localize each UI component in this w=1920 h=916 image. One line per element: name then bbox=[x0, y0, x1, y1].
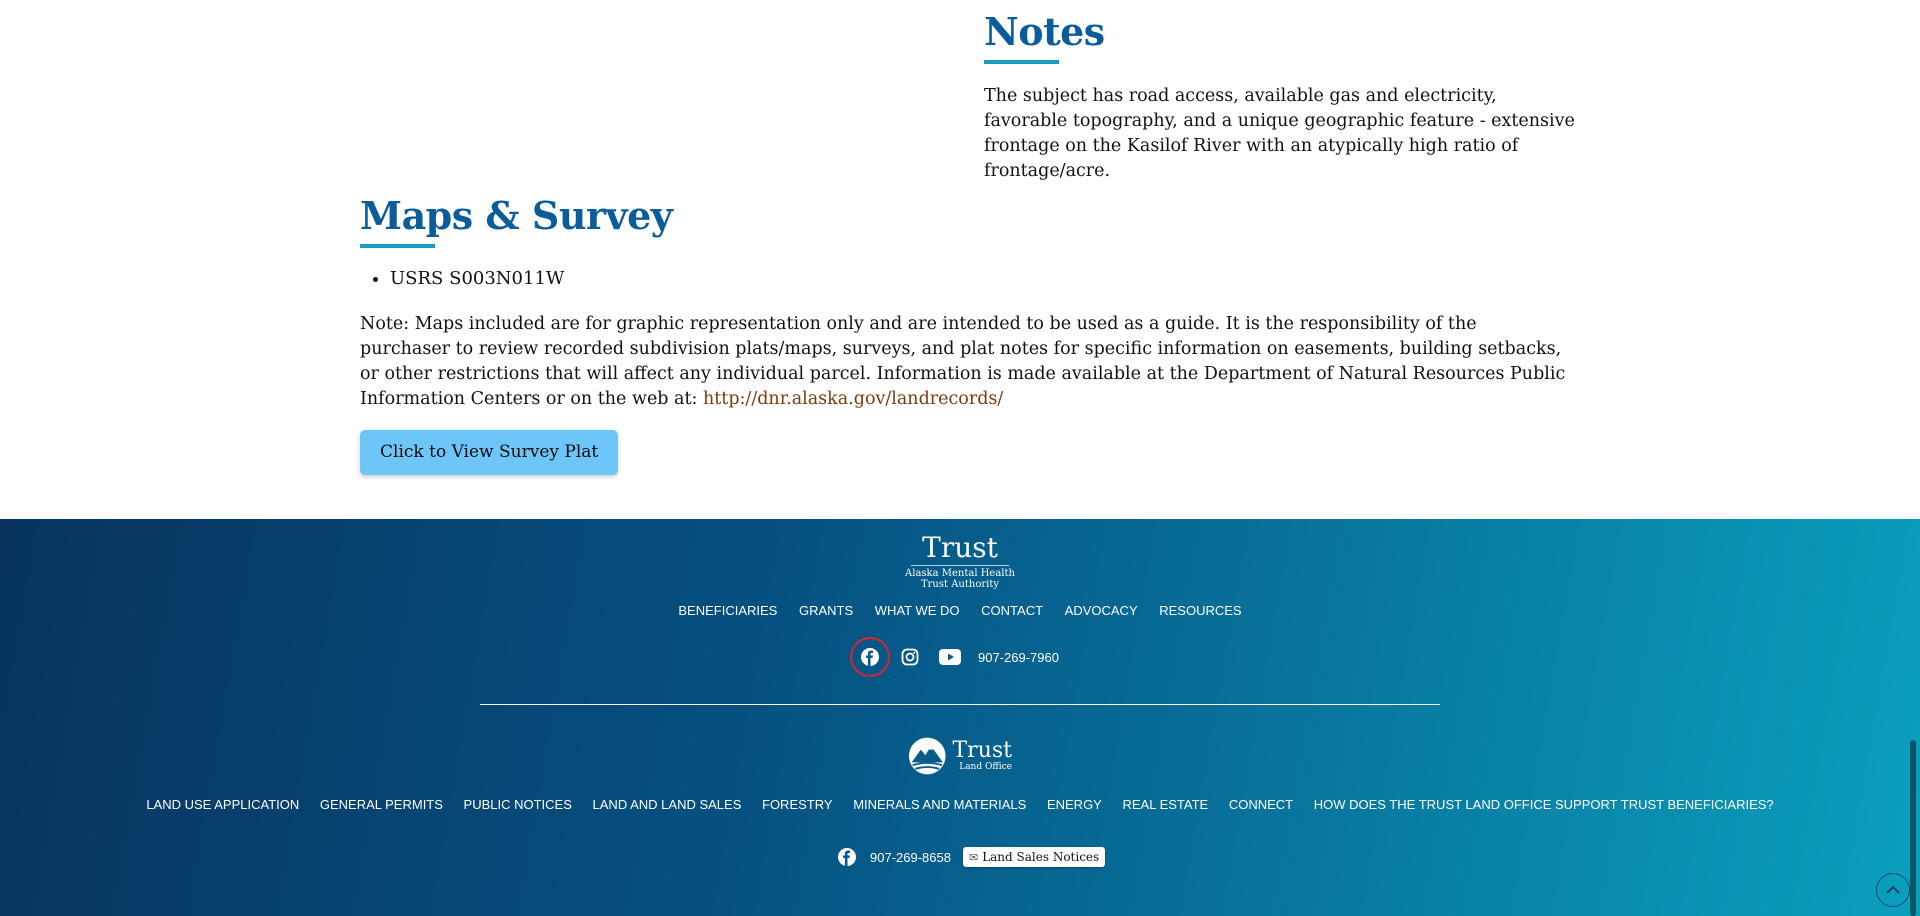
nav-item-what-we-do[interactable]: WHAT WE DO bbox=[874, 603, 960, 618]
logo-rule bbox=[911, 565, 1009, 566]
nav-item-land-use-application[interactable]: LAND USE APPLICATION bbox=[146, 797, 300, 812]
notes-section bbox=[984, 8, 1584, 184]
instagram-icon[interactable] bbox=[890, 637, 930, 677]
trust-land-office-logo[interactable] bbox=[908, 734, 1012, 778]
tlo-word: Trust bbox=[952, 738, 1012, 763]
nav-item-real-estate[interactable]: REAL ESTATE bbox=[1122, 797, 1209, 812]
land-sales-notices-label: Land Sales Notices bbox=[982, 850, 1100, 864]
phone-number-land-office[interactable]: 907-269-8658 bbox=[870, 849, 951, 865]
nav-item-energy[interactable]: ENERGY bbox=[1046, 797, 1102, 812]
chevron-up-icon bbox=[1884, 881, 1902, 899]
facebook-icon[interactable] bbox=[836, 846, 858, 868]
nav-item-beneficiaries[interactable]: BENEFICIARIES bbox=[678, 603, 778, 618]
site-footer bbox=[0, 519, 1920, 916]
maps-survey-section bbox=[360, 192, 1570, 475]
logo-subtitle-1: Alaska Mental Health bbox=[905, 568, 1015, 579]
footer-nav-authority bbox=[0, 603, 1920, 618]
maps-title: Maps & Survey bbox=[360, 193, 673, 238]
nav-item-resources[interactable]: RESOURCES bbox=[1159, 603, 1242, 618]
nav-item-grants[interactable]: GRANTS bbox=[798, 603, 854, 618]
maps-note-text: Note: Maps included are for graphic representation only and are intended to be used as a guide. It is the responsibility of the purchaser to review recorded subdivision plats/maps, surveys, and plat notes for specific information on easements, building setbacks, or other restrictions that will affect any individual parcel. Information is made available at the Department of Natural Resources Public Information Centers or on the web at: bbox=[360, 314, 1566, 409]
nav-item-minerals-and-materials[interactable]: MINERALS AND MATERIALS bbox=[853, 797, 1027, 812]
page-scrollbar[interactable] bbox=[1910, 740, 1916, 916]
phone-number-authority[interactable]: 907-269-7960 bbox=[978, 649, 1059, 665]
social-links-land-office bbox=[836, 841, 1105, 873]
logo-subtitle-2: Trust Authority bbox=[920, 579, 999, 590]
maps-list bbox=[360, 266, 1570, 292]
nav-item-general-permits[interactable]: GENERAL PERMITS bbox=[319, 797, 443, 812]
nav-item-contact[interactable]: CONTACT bbox=[981, 603, 1044, 618]
view-survey-plat-button[interactable]: Click to View Survey Plat bbox=[360, 430, 618, 475]
notes-title-underline bbox=[984, 60, 1059, 64]
landrecords-link[interactable]: http://dnr.alaska.gov/landrecords/ bbox=[703, 389, 1004, 409]
envelope-icon: ✉ bbox=[968, 850, 979, 864]
nav-item-advocacy[interactable]: ADVOCACY bbox=[1064, 603, 1138, 618]
facebook-icon[interactable] bbox=[850, 637, 890, 677]
nav-item-support-beneficiaries[interactable]: HOW DOES THE TRUST LAND OFFICE SUPPORT TRUST BENEFICIARIES? bbox=[1313, 797, 1774, 812]
tlo-subtitle: Land Office bbox=[959, 762, 1012, 772]
notes-body: The subject has road access, available gas and electricity, favorable topography, and a unique geographic feature - extensive frontage on the Kasilof River with an atypically high ratio of frontage/acre. bbox=[984, 86, 1575, 181]
youtube-icon[interactable] bbox=[930, 637, 970, 677]
social-links-authority bbox=[850, 637, 1059, 677]
footer-divider bbox=[480, 704, 1440, 705]
list-item: • USRS S003N011W bbox=[390, 266, 1570, 292]
nav-item-forestry[interactable]: FORESTRY bbox=[762, 797, 833, 812]
tlo-wordmark bbox=[953, 740, 1013, 772]
logo-word: Trust bbox=[922, 531, 998, 564]
footer-nav-land-office bbox=[0, 797, 1920, 812]
maps-title-underline bbox=[360, 244, 435, 248]
nav-item-public-notices[interactable]: PUBLIC NOTICES bbox=[463, 797, 572, 812]
trust-authority-logo[interactable] bbox=[904, 533, 1016, 590]
notes-title: Notes bbox=[984, 9, 1105, 54]
mountain-logo-icon bbox=[908, 735, 947, 777]
nav-item-land-and-land-sales[interactable]: LAND AND LAND SALES bbox=[592, 797, 742, 812]
nav-item-connect[interactable]: CONNECT bbox=[1228, 797, 1294, 812]
maps-note bbox=[360, 312, 1570, 412]
land-sales-notices-button[interactable] bbox=[963, 847, 1105, 867]
scroll-to-top-button[interactable] bbox=[1876, 873, 1910, 907]
